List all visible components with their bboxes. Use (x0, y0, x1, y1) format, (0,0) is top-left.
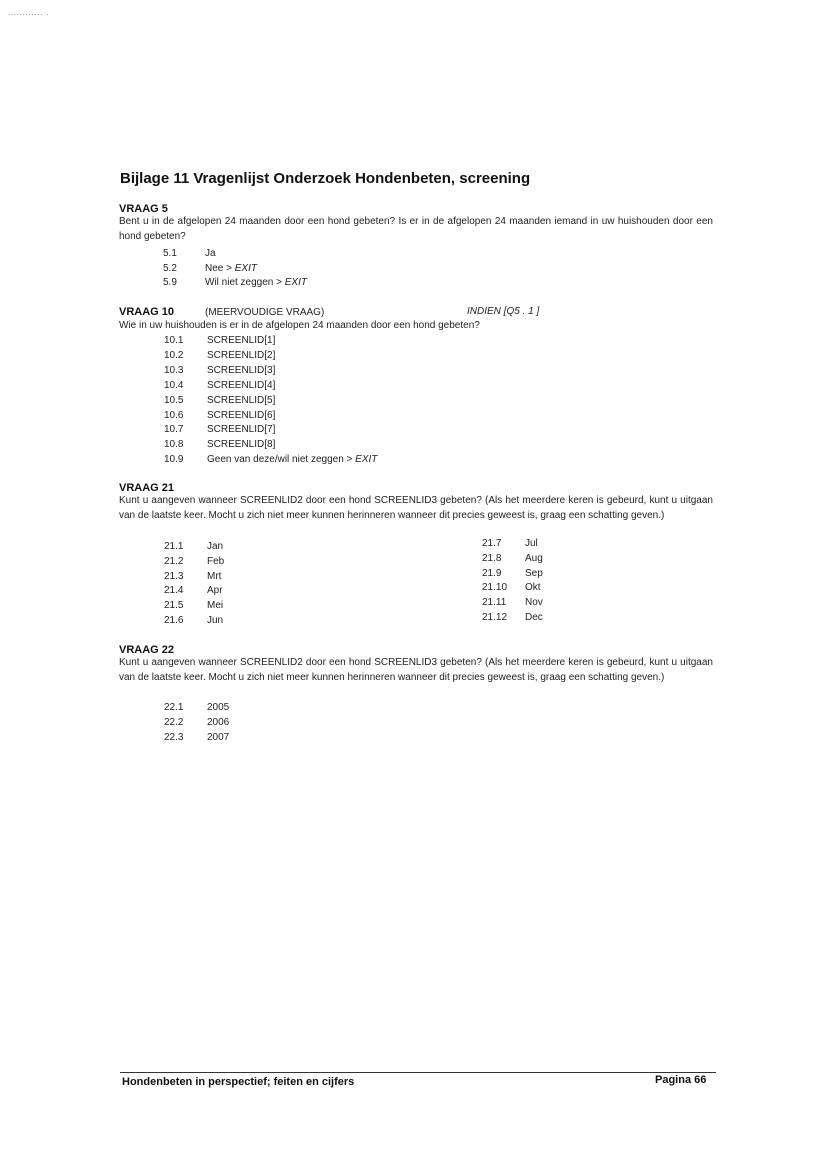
option-label: Geen van deze/wil niet zeggen > (207, 454, 356, 466)
option-label: Dec (525, 612, 543, 623)
option-label: Mei (207, 600, 224, 612)
option-label: Okt (525, 582, 541, 594)
question-5-text: Bent u in de afgelopen 24 maanden door een hond gebeten? Is er in de afgelopen 24 maanden iemand in uw huishouden door een hond gebeten? (119, 216, 713, 242)
question-22-text: Kunt u aangeven wanneer SCREENLID2 door een hond SCREENLID3 gebeten? (Als het meerdere keren is gebeurd, kunt u uitgaan van de laatste keer. Mocht u zich niet meer kunnen herinneren wanneer dit precies geweest is, graag een schatting geven.) (119, 657, 713, 683)
option-label: SCREENLID[1] (207, 335, 276, 346)
option-number: 21.12 (482, 612, 508, 623)
option-number: 21.8 (482, 552, 502, 564)
footer-publication-title: Hondenbeten in perspectief; feiten en cijfers (122, 1076, 355, 1088)
option-number: 21.11 (482, 597, 507, 609)
option-number: 21.10 (482, 582, 508, 594)
option-label: Mrt (207, 570, 222, 582)
option-label: Wil niet zeggen > (205, 277, 285, 288)
option-label: Jan (207, 541, 224, 552)
question-21-title: VRAAG 21 (119, 482, 175, 494)
option-exit-marker: EXIT (284, 277, 307, 288)
option-label: SCREENLID[8] (207, 439, 276, 451)
option-number: 10.6 (164, 409, 184, 421)
option-number: 10.9 (164, 454, 184, 466)
option-label: Apr (207, 585, 223, 597)
option-number: 10.3 (164, 364, 184, 376)
question-10-text: Wie in uw huishouden is er in de afgelopen 24 maanden door een hond gebeten? (119, 320, 480, 331)
option-exit-marker: EXIT (355, 454, 378, 466)
option-label: Jun (207, 615, 224, 626)
option-number: 5.2 (163, 263, 177, 274)
question-10-type-tag: (MEERVOUDIGE VRAAG) (205, 307, 325, 318)
option-number: 21.7 (482, 538, 502, 549)
question-10-title: VRAAG 10 (119, 306, 175, 318)
footer-divider (120, 1072, 716, 1073)
option-label: Ja (205, 248, 216, 259)
corner-scan-mark: ............ . (8, 10, 50, 17)
option-number: 21.1 (164, 541, 184, 552)
option-label: SCREENLID[3] (207, 364, 276, 376)
option-number: 5.1 (163, 248, 177, 259)
question-5-title: VRAAG 5 (119, 203, 168, 215)
option-label: SCREENLID[6] (207, 409, 276, 421)
option-label: Sep (525, 567, 543, 579)
option-label: Nee > (205, 263, 235, 274)
footer-page-number: Pagina 66 (655, 1074, 707, 1086)
option-number: 10.7 (164, 424, 184, 436)
option-label: Feb (207, 555, 225, 567)
option-number: 22.1 (164, 702, 184, 713)
option-number: 22.3 (164, 731, 184, 743)
option-label: 2007 (207, 731, 230, 743)
option-number: 10.1 (164, 335, 184, 346)
option-label: 2006 (207, 716, 230, 728)
option-number: 21.2 (164, 555, 184, 567)
option-number: 10.5 (164, 394, 184, 406)
option-number: 10.2 (164, 349, 184, 361)
option-label: SCREENLID[4] (207, 379, 276, 391)
option-number: 22.2 (164, 716, 184, 728)
option-number: 21.6 (164, 615, 184, 626)
option-number: 5.9 (163, 277, 177, 288)
option-label: Aug (525, 552, 543, 564)
option-number: 21.3 (164, 570, 184, 582)
question-22-title: VRAAG 22 (119, 644, 175, 656)
option-number: 21.4 (164, 585, 184, 597)
page-title: Bijlage 11 Vragenlijst Onderzoek Hondenbeten, screening (120, 170, 531, 187)
option-exit-marker: EXIT (234, 263, 257, 274)
option-number: 21.5 (164, 600, 184, 612)
question-10-condition: INDIEN [Q5 . 1 ] (467, 306, 540, 317)
option-label: Nov (525, 597, 543, 609)
option-label: Jul (525, 538, 538, 549)
option-label: 2005 (207, 702, 230, 713)
option-number: 10.4 (164, 379, 184, 391)
question-21-text: Kunt u aangeven wanneer SCREENLID2 door een hond SCREENLID3 gebeten? (Als het meerdere keren is gebeurd, kunt u uitgaan van de laatste keer. Mocht u zich niet meer kunnen herinneren wanneer dit precies geweest is, graag een schatting geven.) (119, 495, 713, 521)
option-number: 10.8 (164, 439, 184, 451)
option-number: 21.9 (482, 567, 502, 579)
option-label: SCREENLID[5] (207, 394, 276, 406)
option-label: SCREENLID[7] (207, 424, 276, 436)
option-label: SCREENLID[2] (207, 349, 276, 361)
